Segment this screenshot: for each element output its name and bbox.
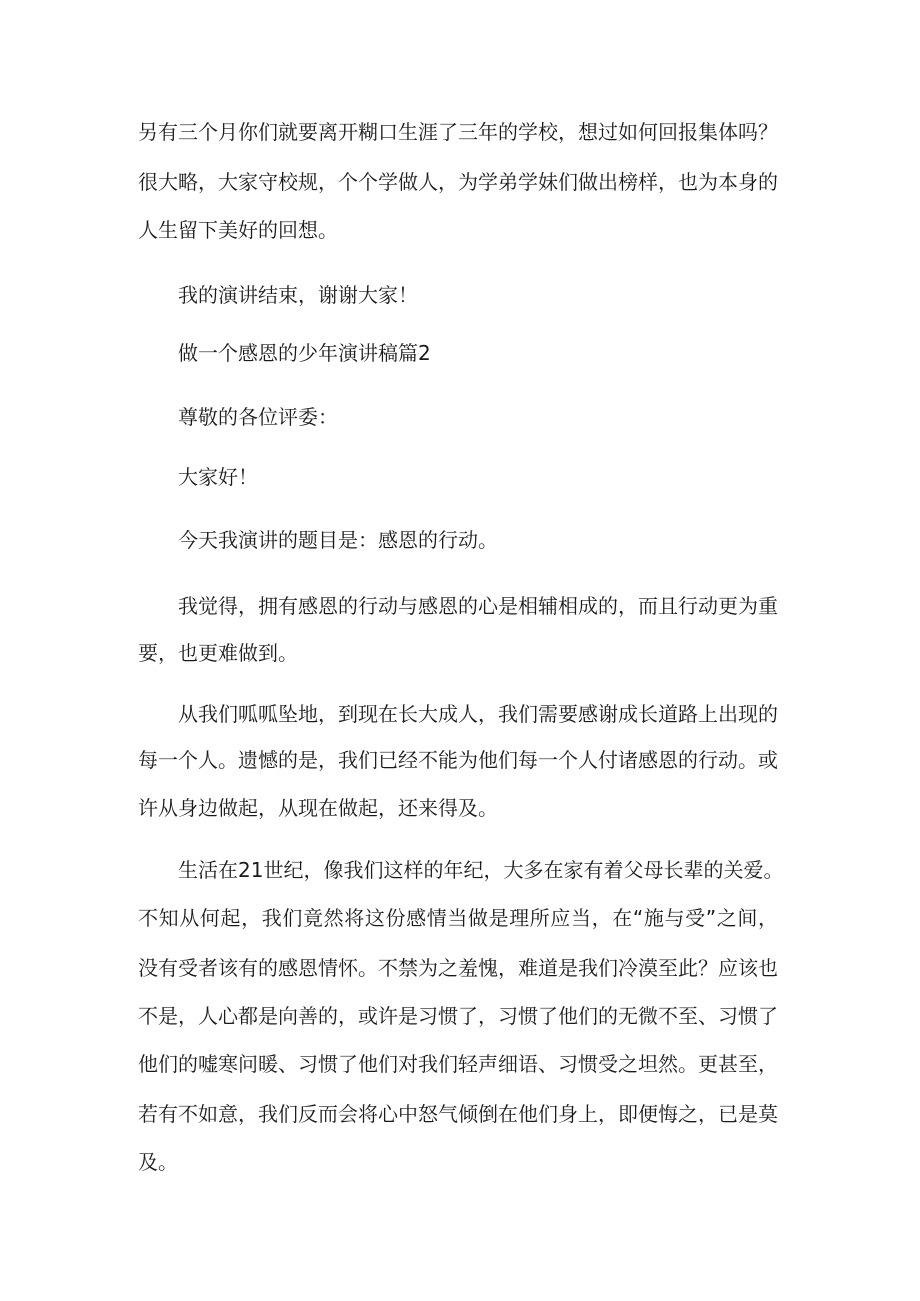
paragraph-line: 及。 — [138, 1150, 178, 1174]
closing-line: 我的演讲结束，谢谢大家！ — [178, 283, 418, 307]
topic-line: 今天我演讲的题目是：感恩的行动。 — [178, 528, 498, 552]
paragraph-line: 不是，人心都是向善的，或许是习惯了，习惯了他们的无微不至、习惯了 — [138, 1004, 778, 1028]
paragraph-line: 不知从何起，我们竟然将这份感情当做是理所应当，在“施与受”之间， — [138, 906, 778, 930]
paragraph-line: 许从身边做起，从现在做起，还来得及。 — [138, 796, 498, 820]
paragraph-line: 从我们呱呱坠地，到现在长大成人，我们需要感谢成长道路上出现的 — [178, 702, 778, 726]
paragraph-line: 生活在21世纪，像我们这样的年纪，大多在家有着父母长辈的关爱。 — [178, 858, 784, 882]
paragraph-line: 很大略，大家守校规，个个学做人，为学弟学妹们做出榜样，也为本身的 — [138, 170, 778, 194]
greeting: 大家好！ — [178, 465, 258, 489]
paragraph-line: 没有受者该有的感恩情怀。不禁为之羞愧，难道是我们冷漠至此？应该也 — [138, 956, 778, 980]
paragraph-line: 他们的嘘寒问暖、习惯了他们对我们轻声细语、习惯受之坦然。更甚至， — [138, 1052, 778, 1076]
paragraph-line: 要，也更难做到。 — [138, 641, 298, 665]
paragraph-line: 另有三个月你们就要离开糊口生涯了三年的学校，想过如何回报集体吗？ — [138, 120, 778, 144]
paragraph-line: 每一个人。遗憾的是，我们已经不能为他们每一个人付诸感恩的行动。或 — [138, 748, 778, 772]
paragraph-line: 我觉得，拥有感恩的行动与感恩的心是相辅相成的，而且行动更为重 — [178, 594, 778, 618]
salutation: 尊敬的各位评委： — [178, 405, 338, 429]
paragraph-line: 人生留下美好的回想。 — [138, 218, 338, 242]
section-heading: 做一个感恩的少年演讲稿篇2 — [178, 341, 431, 365]
paragraph-line: 若有不如意，我们反而会将心中怒气倾倒在他们身上，即便悔之，已是莫 — [138, 1102, 778, 1126]
